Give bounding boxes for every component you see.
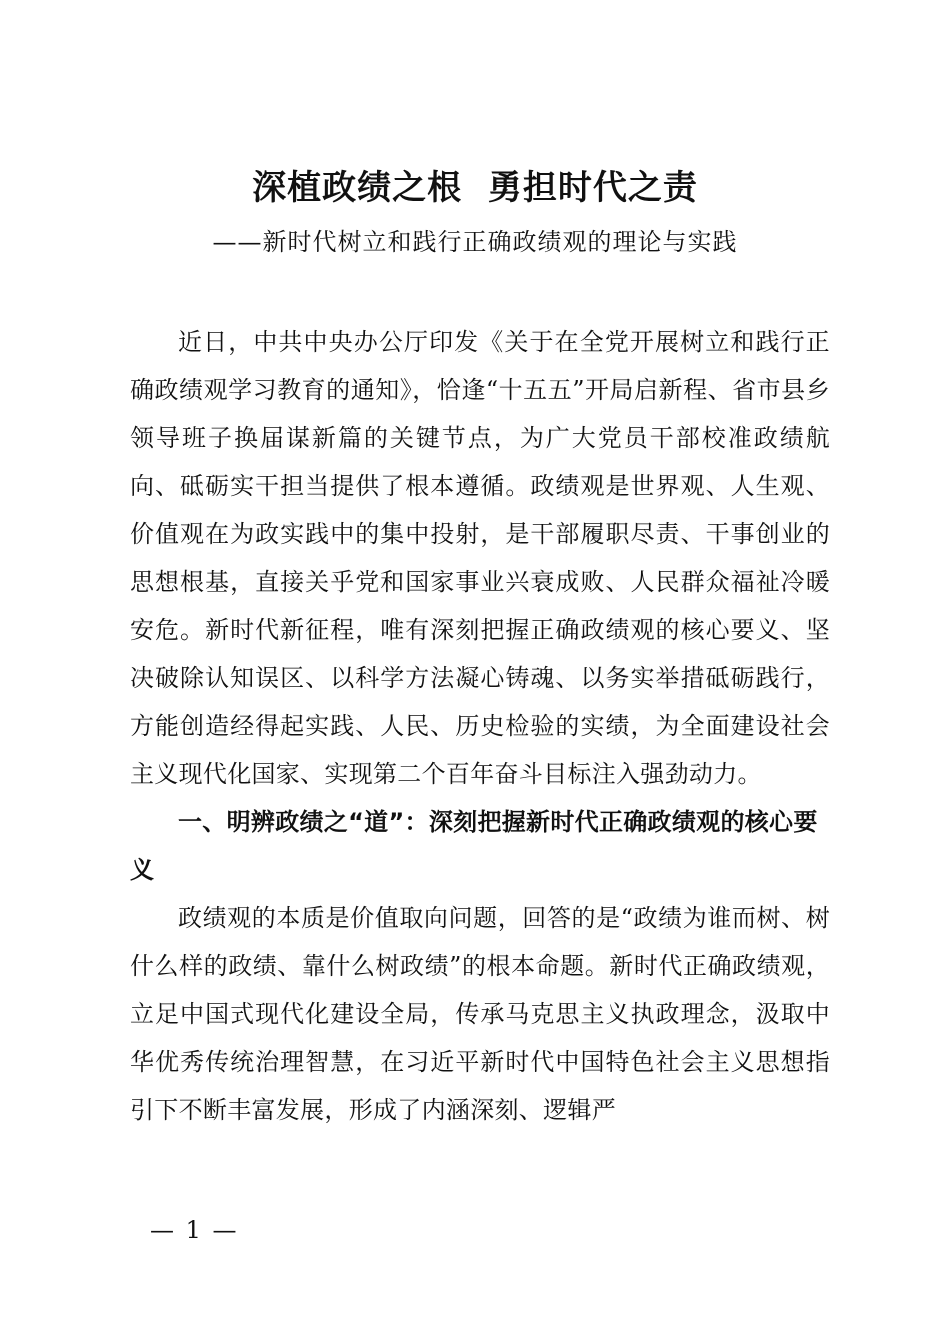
document-title: 深植政绩之根 勇担时代之责 bbox=[252, 168, 698, 208]
paragraph-intro: 近日，中共中央办公厅印发《关于在全党开展树立和践行正确政绩观学习教育的通知》，恰逢“十五五”开局启新程、省市县乡领导班子换届谋新篇的关键节点，为广大党员干部校准政绩航向、砥砺实干担当提供了根本遵循。政绩观是世界观、人生观、价值观在为政实践中的集中投射，是干部履职尽责、干事创业的思想根基，直接关乎党和国家事业兴衰成败、人民群众福祉冷暖安危。新时代新征程，唯有深刻把握正确政绩观的核心要义、坚决破除认知误区、以科学方法凝心铸魂、以务实举措砥砺践行，方能创造经得起实践、人民、历史检验的实绩，为全面建设社会主义现代化国家、实现第二个百年奋斗目标注入强劲动力。 bbox=[130, 328, 830, 788]
section-heading-1: 一、明辨政绩之“道”：深刻把握新时代正确政绩观的核心要义 bbox=[130, 808, 818, 884]
document-subtitle: ——新时代树立和践行正确政绩观的理论与实践 bbox=[212, 228, 738, 256]
paragraph-section-1: 政绩观的本质是价值取向问题，回答的是“政绩为谁而树、树什么样的政绩、靠什么树政绩”的根本命题。新时代正确政绩观，立足中国式现代化建设全局，传承马克思主义执政理念，汲取中华优秀传统治理智慧，在习近平新时代中国特色社会主义思想指引下不断丰富发展，形成了内涵深刻、逻辑严 bbox=[130, 904, 830, 1124]
document-body bbox=[130, 318, 830, 1134]
page-number: — 1 — bbox=[150, 1216, 239, 1244]
